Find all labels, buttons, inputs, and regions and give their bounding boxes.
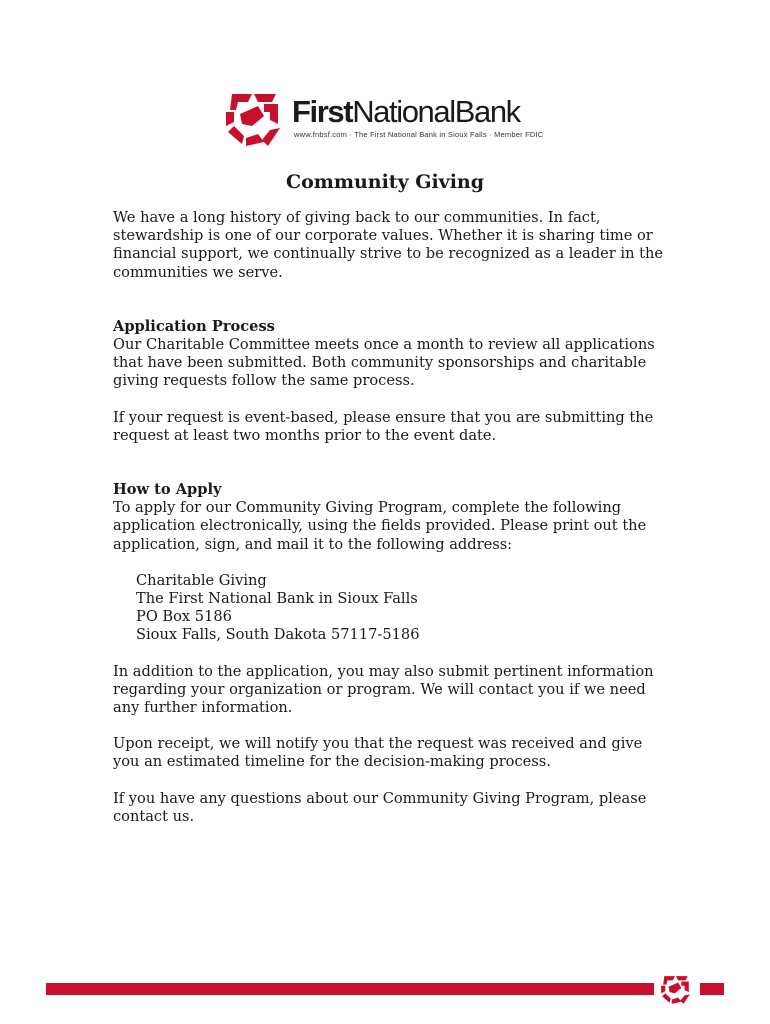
document-body [113, 209, 673, 826]
how-to-apply-paragraph-3: Upon receipt, we will notify you that the request was received and give you an estimated timeline for the decision-making process. [113, 735, 643, 771]
bank-name-rest: NationalBank [352, 94, 520, 129]
application-process-paragraph-1: Our Charitable Committee meets once a month to review all applications that have been submitted. Both community sponsorships and charitable giving requests follow the same process. [113, 336, 655, 390]
application-process-paragraph-2: If your request is event-based, please ensure that you are submitting the request at least two months prior to the event date. [113, 408, 654, 444]
how-to-apply-heading: How to Apply [113, 481, 222, 499]
bank-name [292, 96, 520, 128]
how-to-apply-paragraph-1: To apply for our Community Giving Program, complete the following application electronically, using the fields provided. Please print out the application, sign, and mail it to the following address: [113, 499, 647, 553]
footer-bar-end [700, 983, 724, 995]
address-line: Sioux Falls, South Dakota 57117-5186 [136, 626, 420, 644]
how-to-apply-paragraph-4: If you have any questions about our Community Giving Program, please contact us. [113, 789, 647, 825]
first-national-bank-logo-icon [224, 90, 284, 150]
mailing-address [113, 572, 673, 645]
application-process-heading: Application Process [113, 317, 275, 335]
bank-logo [224, 90, 554, 150]
address-line: The First National Bank in Sioux Falls [136, 590, 418, 608]
bank-tagline: www.fnbsf.com · The First National Bank in Sioux Falls · Member FDIC [294, 130, 544, 139]
bank-name-first: First [292, 94, 353, 129]
page-title: Community Giving [285, 171, 485, 193]
address-line: Charitable Giving [136, 571, 267, 589]
first-national-bank-logo-icon [660, 974, 692, 1006]
intro-paragraph: We have a long history of giving back to our communities. In fact, stewardship is one of our corporate values. Whether it is sharing time or financial support, we continually strive to be recognized as a leader in the communities we serve. [113, 209, 664, 281]
address-line: PO Box 5186 [136, 608, 232, 626]
footer-bar [46, 983, 654, 995]
how-to-apply-paragraph-2: In addition to the application, you may also submit pertinent information regarding your organization or program. We will contact you if we need any further information. [113, 662, 654, 717]
